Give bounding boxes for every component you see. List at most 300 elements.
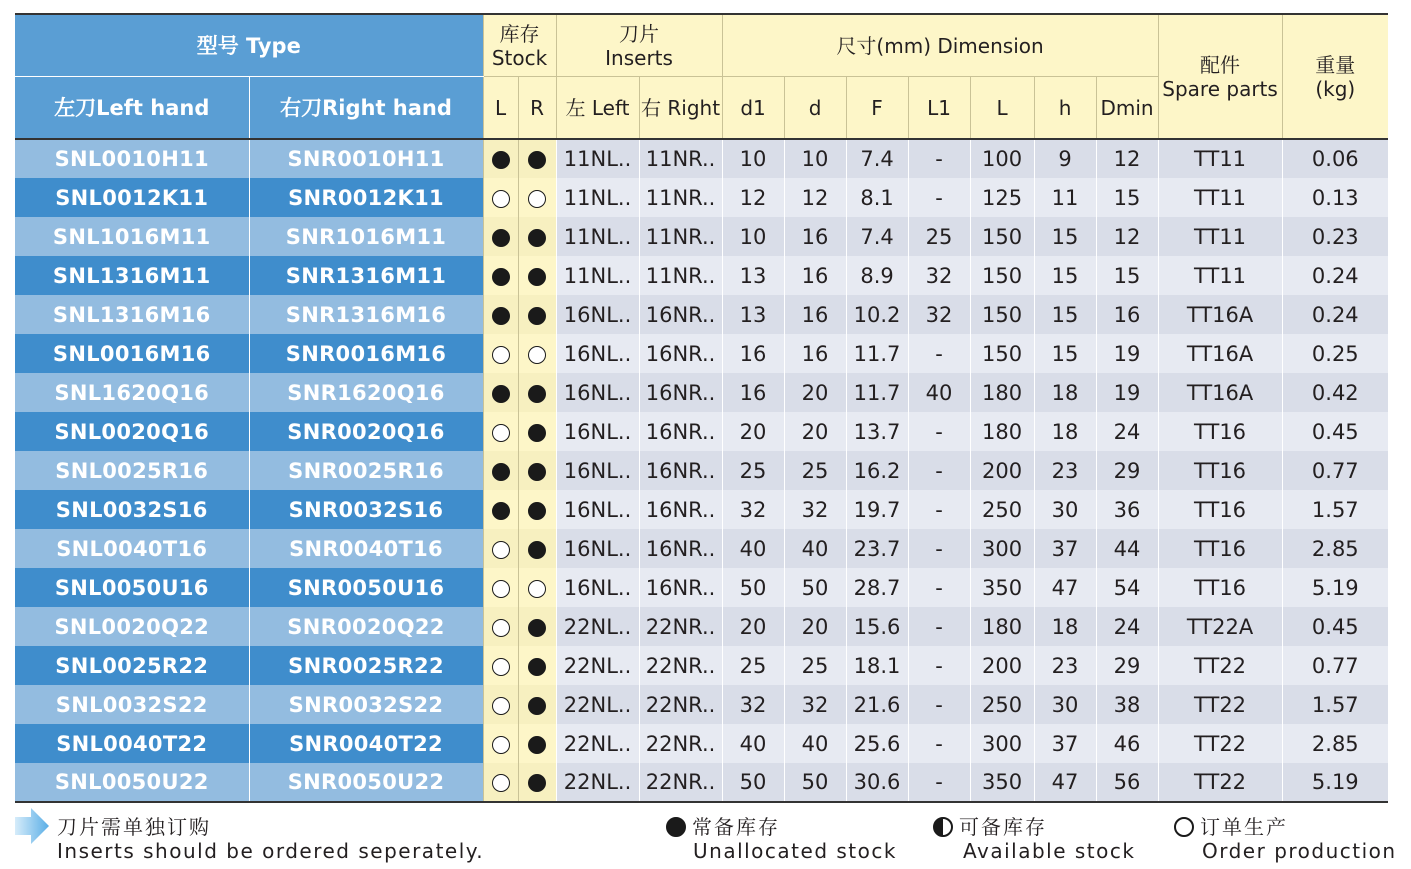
left-hand-code: SNL0020Q22 [15, 607, 249, 646]
spare-part: TT16 [1158, 451, 1282, 490]
insert-right: 11NR.. [639, 217, 722, 256]
right-hand-code: SNR1316M11 [249, 256, 483, 295]
dim-dmin: 24 [1096, 607, 1158, 646]
dim-h: 18 [1034, 607, 1096, 646]
insert-left: 11NL.. [556, 217, 639, 256]
spare-part: TT16 [1158, 412, 1282, 451]
filled-circle-icon [528, 774, 546, 792]
weight: 0.06 [1282, 139, 1388, 178]
table-row [15, 568, 1388, 607]
stock-r-indicator [518, 451, 556, 490]
insert-left: 16NL.. [556, 529, 639, 568]
dim-l: 300 [970, 529, 1034, 568]
stock-r-indicator [518, 607, 556, 646]
dim-d1: 12 [722, 178, 784, 217]
stock-l-indicator [483, 373, 518, 412]
inserts-right-header: 右 Right [639, 77, 722, 140]
filled-circle-icon [528, 736, 546, 754]
dim-l1: 32 [908, 256, 970, 295]
filled-circle-icon [528, 151, 546, 169]
spare-part: TT16A [1158, 373, 1282, 412]
dim-h: 18 [1034, 373, 1096, 412]
filled-circle-icon [492, 385, 510, 403]
dim-l1: - [908, 568, 970, 607]
filled-circle-icon [528, 268, 546, 286]
dim-l: 150 [970, 256, 1034, 295]
legend-available-stock: 可备库存 Available stock [933, 815, 1135, 863]
weight: 5.19 [1282, 763, 1388, 802]
dim-l: 300 [970, 724, 1034, 763]
insert-left: 16NL.. [556, 373, 639, 412]
spare-part: TT22A [1158, 607, 1282, 646]
dim-h: 47 [1034, 568, 1096, 607]
right-hand-code: SNR0050U22 [249, 763, 483, 802]
insert-right: 16NR.. [639, 451, 722, 490]
insert-right: 11NR.. [639, 178, 722, 217]
left-hand-code: SNL0016M16 [15, 334, 249, 373]
dim-d: 32 [784, 490, 846, 529]
insert-left: 22NL.. [556, 763, 639, 802]
table-row [15, 217, 1388, 256]
insert-right: 11NR.. [639, 256, 722, 295]
filled-circle-icon [528, 697, 546, 715]
stock-l-indicator [483, 646, 518, 685]
dim-d1: 50 [722, 568, 784, 607]
stock-header: 库存 Stock [483, 14, 556, 77]
table-row [15, 490, 1388, 529]
dim-f: 30.6 [846, 763, 908, 802]
dim-l1: - [908, 529, 970, 568]
table-row [15, 607, 1388, 646]
stock-l-header: L [483, 77, 518, 140]
dim-f: 13.7 [846, 412, 908, 451]
dim-dmin: 29 [1096, 646, 1158, 685]
stock-l-indicator [483, 685, 518, 724]
insert-left: 16NL.. [556, 295, 639, 334]
stock-r-indicator [518, 568, 556, 607]
dim-l-header: L [970, 77, 1034, 140]
spare-part: TT16 [1158, 529, 1282, 568]
filled-circle-icon [528, 619, 546, 637]
dim-d: 16 [784, 256, 846, 295]
empty-circle-icon [492, 774, 510, 792]
filled-circle-icon [528, 424, 546, 442]
right-hand-code: SNR0040T22 [249, 724, 483, 763]
left-hand-code: SNL0050U22 [15, 763, 249, 802]
weight: 5.19 [1282, 568, 1388, 607]
stock-l-indicator [483, 607, 518, 646]
dim-d1-header: d1 [722, 77, 784, 140]
left-hand-header: 左刀Left hand [15, 77, 249, 140]
dim-dmin: 29 [1096, 451, 1158, 490]
table-row [15, 373, 1388, 412]
dim-dmin: 56 [1096, 763, 1158, 802]
dim-d: 40 [784, 529, 846, 568]
insert-right: 16NR.. [639, 295, 722, 334]
dim-l: 180 [970, 373, 1034, 412]
inserts-header: 刀片 Inserts [556, 14, 722, 77]
dim-l: 125 [970, 178, 1034, 217]
dim-h: 30 [1034, 490, 1096, 529]
filled-circle-icon [528, 463, 546, 481]
dim-f: 28.7 [846, 568, 908, 607]
insert-right: 16NR.. [639, 568, 722, 607]
dim-l1: - [908, 607, 970, 646]
dim-d1: 20 [722, 412, 784, 451]
dim-l1: 25 [908, 217, 970, 256]
left-hand-code: SNL0040T22 [15, 724, 249, 763]
dim-l: 350 [970, 568, 1034, 607]
dim-l1: - [908, 490, 970, 529]
empty-circle-icon [492, 658, 510, 676]
stock-l-indicator [483, 451, 518, 490]
empty-circle-icon [1174, 817, 1194, 837]
dim-d1: 20 [722, 607, 784, 646]
dim-d: 20 [784, 373, 846, 412]
left-hand-code: SNL0032S22 [15, 685, 249, 724]
dim-dmin-header: Dmin [1096, 77, 1158, 140]
filled-circle-icon [528, 658, 546, 676]
insert-right: 16NR.. [639, 373, 722, 412]
spare-parts-header: 配件 Spare parts [1158, 14, 1282, 139]
dim-l: 150 [970, 217, 1034, 256]
dim-h: 37 [1034, 724, 1096, 763]
dim-l1: - [908, 451, 970, 490]
dim-f: 23.7 [846, 529, 908, 568]
insert-right: 16NR.. [639, 490, 722, 529]
filled-circle-icon [492, 307, 510, 325]
dim-h-header: h [1034, 77, 1096, 140]
inserts-note: 刀片需单独订购 Inserts should be ordered seperately. [57, 815, 485, 863]
dim-d-header: d [784, 77, 846, 140]
dim-l: 180 [970, 607, 1034, 646]
dim-d1: 32 [722, 685, 784, 724]
spare-part: TT16A [1158, 295, 1282, 334]
dim-dmin: 44 [1096, 529, 1158, 568]
stock-r-indicator [518, 334, 556, 373]
left-hand-code: SNL0012K11 [15, 178, 249, 217]
right-hand-code: SNR0020Q22 [249, 607, 483, 646]
table-row [15, 646, 1388, 685]
stock-l-indicator [483, 724, 518, 763]
weight: 2.85 [1282, 529, 1388, 568]
empty-circle-icon [492, 190, 510, 208]
dim-d: 20 [784, 607, 846, 646]
arrow-icon [15, 806, 49, 846]
dim-d1: 13 [722, 256, 784, 295]
insert-right: 22NR.. [639, 646, 722, 685]
stock-r-header: R [518, 77, 556, 140]
dim-d: 40 [784, 724, 846, 763]
insert-left: 22NL.. [556, 685, 639, 724]
table-row [15, 763, 1388, 802]
legend-unallocated-stock: 常备库存 Unallocated stock [666, 815, 897, 863]
stock-r-indicator [518, 724, 556, 763]
empty-circle-icon [492, 619, 510, 637]
weight: 0.45 [1282, 412, 1388, 451]
weight: 1.57 [1282, 490, 1388, 529]
dim-d1: 40 [722, 529, 784, 568]
dim-l: 250 [970, 685, 1034, 724]
insert-right: 22NR.. [639, 724, 722, 763]
right-hand-code: SNR0025R16 [249, 451, 483, 490]
dim-d1: 25 [722, 451, 784, 490]
empty-circle-icon [492, 580, 510, 598]
dim-d: 25 [784, 451, 846, 490]
empty-circle-icon [492, 424, 510, 442]
insert-right: 22NR.. [639, 685, 722, 724]
spare-part: TT11 [1158, 178, 1282, 217]
stock-r-indicator [518, 412, 556, 451]
dim-f: 7.4 [846, 217, 908, 256]
stock-l-indicator [483, 295, 518, 334]
dim-l: 100 [970, 139, 1034, 178]
dim-dmin: 36 [1096, 490, 1158, 529]
dim-d1: 13 [722, 295, 784, 334]
right-hand-code: SNR1016M11 [249, 217, 483, 256]
weight: 0.24 [1282, 295, 1388, 334]
stock-l-indicator [483, 139, 518, 178]
stock-l-indicator [483, 490, 518, 529]
right-hand-code: SNR0012K11 [249, 178, 483, 217]
table-row [15, 685, 1388, 724]
spare-part: TT11 [1158, 139, 1282, 178]
dim-f: 16.2 [846, 451, 908, 490]
dim-dmin: 46 [1096, 724, 1158, 763]
dim-f-header: F [846, 77, 908, 140]
dim-h: 23 [1034, 451, 1096, 490]
weight-header: 重量 (kg) [1282, 14, 1388, 139]
product-spec-table [15, 13, 1388, 803]
table-body [15, 139, 1388, 802]
dim-f: 10.2 [846, 295, 908, 334]
table-row [15, 139, 1388, 178]
left-hand-code: SNL1016M11 [15, 217, 249, 256]
left-hand-code: SNL0032S16 [15, 490, 249, 529]
dim-l: 200 [970, 646, 1034, 685]
dim-d: 16 [784, 334, 846, 373]
dim-dmin: 15 [1096, 178, 1158, 217]
insert-left: 16NL.. [556, 568, 639, 607]
dim-dmin: 24 [1096, 412, 1158, 451]
spare-part: TT22 [1158, 646, 1282, 685]
left-hand-code: SNL0025R16 [15, 451, 249, 490]
right-hand-code: SNR0016M16 [249, 334, 483, 373]
table-row [15, 256, 1388, 295]
weight: 0.13 [1282, 178, 1388, 217]
dim-h: 15 [1034, 334, 1096, 373]
filled-circle-icon [492, 151, 510, 169]
dim-f: 11.7 [846, 373, 908, 412]
stock-r-indicator [518, 373, 556, 412]
dim-l1: - [908, 724, 970, 763]
filled-circle-icon [492, 502, 510, 520]
dim-f: 19.7 [846, 490, 908, 529]
right-hand-code: SNR0032S16 [249, 490, 483, 529]
dim-d1: 10 [722, 139, 784, 178]
spare-part: TT16 [1158, 568, 1282, 607]
dim-f: 7.4 [846, 139, 908, 178]
table-row [15, 334, 1388, 373]
stock-r-indicator [518, 763, 556, 802]
spare-part: TT11 [1158, 217, 1282, 256]
stock-r-indicator [518, 685, 556, 724]
dim-l1: - [908, 763, 970, 802]
table-row [15, 724, 1388, 763]
dim-d1: 32 [722, 490, 784, 529]
dim-dmin: 54 [1096, 568, 1158, 607]
dim-d: 50 [784, 763, 846, 802]
insert-left: 11NL.. [556, 178, 639, 217]
table-row [15, 295, 1388, 334]
dim-d1: 16 [722, 373, 784, 412]
dim-d: 50 [784, 568, 846, 607]
stock-r-indicator [518, 490, 556, 529]
table-row [15, 529, 1388, 568]
stock-l-indicator [483, 763, 518, 802]
insert-left: 16NL.. [556, 334, 639, 373]
dim-dmin: 19 [1096, 334, 1158, 373]
dim-dmin: 12 [1096, 217, 1158, 256]
right-hand-code: SNR0020Q16 [249, 412, 483, 451]
filled-circle-icon [666, 817, 686, 837]
filled-circle-icon [492, 229, 510, 247]
dim-dmin: 16 [1096, 295, 1158, 334]
dim-h: 37 [1034, 529, 1096, 568]
dim-l: 200 [970, 451, 1034, 490]
empty-circle-icon [528, 346, 546, 364]
stock-l-indicator [483, 568, 518, 607]
spare-part: TT22 [1158, 724, 1282, 763]
insert-right: 16NR.. [639, 334, 722, 373]
dim-f: 11.7 [846, 334, 908, 373]
dim-l1: 40 [908, 373, 970, 412]
empty-circle-icon [492, 541, 510, 559]
empty-circle-icon [528, 190, 546, 208]
weight: 0.42 [1282, 373, 1388, 412]
weight: 0.45 [1282, 607, 1388, 646]
dim-f: 25.6 [846, 724, 908, 763]
stock-r-indicator [518, 295, 556, 334]
dim-l: 250 [970, 490, 1034, 529]
insert-right: 16NR.. [639, 529, 722, 568]
table-row [15, 451, 1388, 490]
dim-l1-header: L1 [908, 77, 970, 140]
dim-f: 18.1 [846, 646, 908, 685]
right-hand-code: SNR0050U16 [249, 568, 483, 607]
dim-d1: 50 [722, 763, 784, 802]
filled-circle-icon [528, 385, 546, 403]
stock-l-indicator [483, 529, 518, 568]
insert-left: 22NL.. [556, 724, 639, 763]
dim-h: 30 [1034, 685, 1096, 724]
insert-right: 22NR.. [639, 607, 722, 646]
dim-dmin: 15 [1096, 256, 1158, 295]
dim-d1: 40 [722, 724, 784, 763]
empty-circle-icon [492, 346, 510, 364]
stock-r-indicator [518, 646, 556, 685]
empty-circle-icon [528, 580, 546, 598]
dim-d1: 10 [722, 217, 784, 256]
left-hand-code: SNL0020Q16 [15, 412, 249, 451]
dim-d1: 16 [722, 334, 784, 373]
dim-d: 25 [784, 646, 846, 685]
inserts-left-header: 左 Left [556, 77, 639, 140]
insert-right: 11NR.. [639, 139, 722, 178]
spare-part: TT22 [1158, 685, 1282, 724]
dim-l1: - [908, 334, 970, 373]
right-hand-code: SNR1620Q16 [249, 373, 483, 412]
stock-l-indicator [483, 178, 518, 217]
stock-r-indicator [518, 256, 556, 295]
spare-part: TT16 [1158, 490, 1282, 529]
stock-r-indicator [518, 178, 556, 217]
right-hand-code: SNR0040T16 [249, 529, 483, 568]
dim-l1: - [908, 412, 970, 451]
dim-l1: - [908, 646, 970, 685]
table-row [15, 178, 1388, 217]
insert-left: 16NL.. [556, 412, 639, 451]
right-hand-code: SNR0032S22 [249, 685, 483, 724]
weight: 2.85 [1282, 724, 1388, 763]
right-hand-code: SNR0010H11 [249, 139, 483, 178]
stock-l-indicator [483, 412, 518, 451]
filled-circle-icon [528, 229, 546, 247]
right-hand-code: SNR1316M16 [249, 295, 483, 334]
dim-h: 15 [1034, 295, 1096, 334]
dim-f: 8.9 [846, 256, 908, 295]
stock-r-indicator [518, 217, 556, 256]
left-hand-code: SNL0050U16 [15, 568, 249, 607]
left-hand-code: SNL0010H11 [15, 139, 249, 178]
dim-h: 15 [1034, 256, 1096, 295]
half-circle-icon [933, 817, 953, 837]
dim-f: 8.1 [846, 178, 908, 217]
empty-circle-icon [492, 736, 510, 754]
filled-circle-icon [492, 463, 510, 481]
dim-l1: - [908, 685, 970, 724]
dim-l: 150 [970, 295, 1034, 334]
stock-l-indicator [483, 334, 518, 373]
stock-r-indicator [518, 139, 556, 178]
dim-d1: 25 [722, 646, 784, 685]
insert-right: 16NR.. [639, 412, 722, 451]
insert-right: 22NR.. [639, 763, 722, 802]
dim-d: 16 [784, 295, 846, 334]
dim-h: 18 [1034, 412, 1096, 451]
dim-d: 20 [784, 412, 846, 451]
dim-d: 16 [784, 217, 846, 256]
dim-l1: - [908, 178, 970, 217]
dim-h: 9 [1034, 139, 1096, 178]
insert-left: 11NL.. [556, 139, 639, 178]
filled-circle-icon [528, 502, 546, 520]
spare-part: TT11 [1158, 256, 1282, 295]
weight: 0.77 [1282, 451, 1388, 490]
stock-r-indicator [518, 529, 556, 568]
left-hand-code: SNL1620Q16 [15, 373, 249, 412]
type-header: 型号 Type [15, 14, 483, 77]
dimension-header: 尺寸(mm) Dimension [722, 14, 1158, 77]
dim-d: 10 [784, 139, 846, 178]
dim-f: 15.6 [846, 607, 908, 646]
weight: 0.77 [1282, 646, 1388, 685]
dim-l1: 32 [908, 295, 970, 334]
dim-h: 15 [1034, 217, 1096, 256]
dim-d: 12 [784, 178, 846, 217]
insert-left: 22NL.. [556, 646, 639, 685]
spare-part: TT22 [1158, 763, 1282, 802]
